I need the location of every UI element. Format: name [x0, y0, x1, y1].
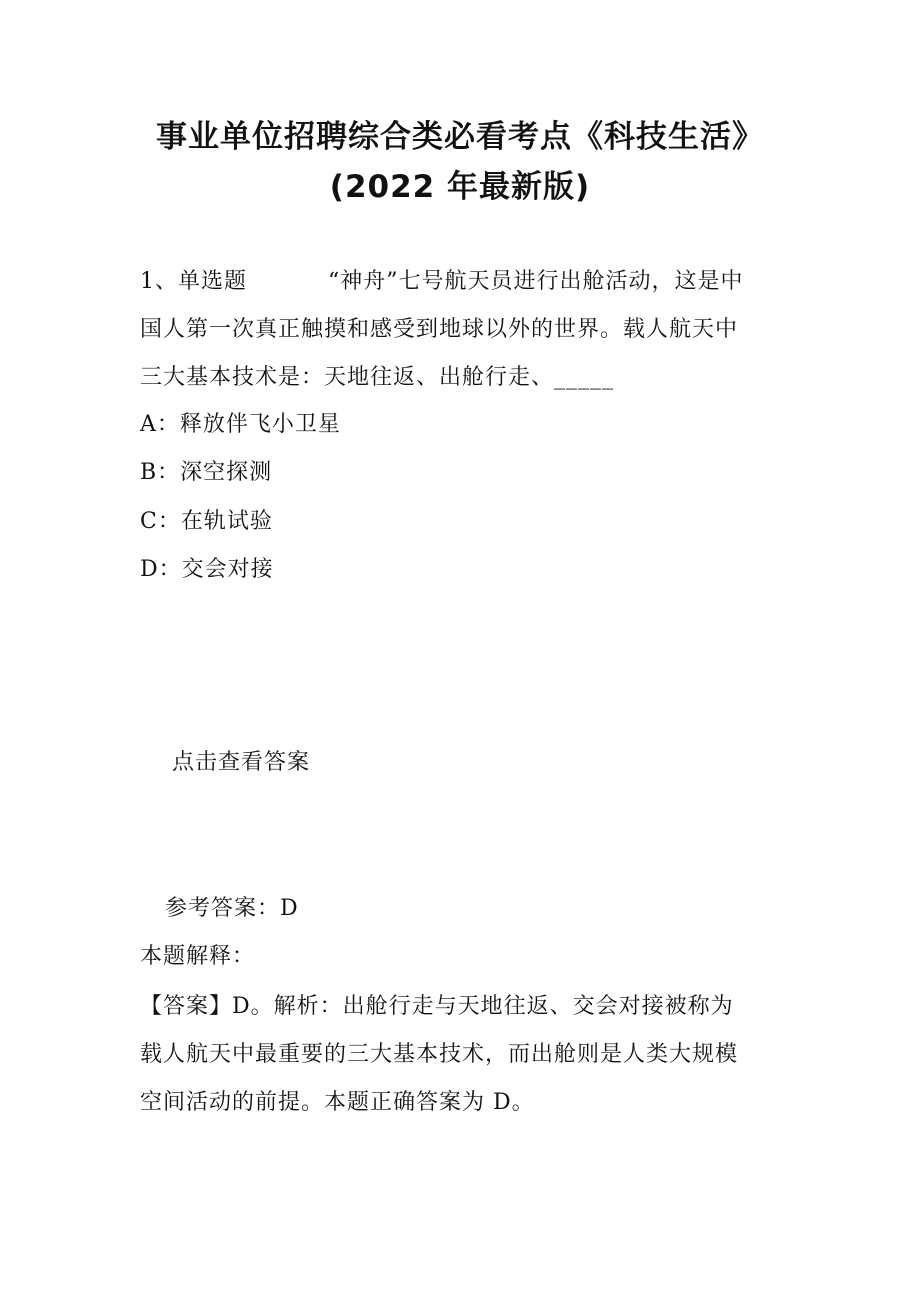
- option-label: D：: [140, 557, 182, 582]
- option-c: [140, 507, 273, 537]
- view-answer-link[interactable]: 点击查看答案: [172, 750, 311, 775]
- page-title-line-1: 事业单位招聘综合类必看考点《科技生活》: [156, 119, 764, 155]
- option-text: 释放伴飞小卫星: [179, 412, 341, 437]
- question-stem-line-3: 三大基本技术是：天地往返、出舱行走、_____: [140, 365, 615, 390]
- option-d: [140, 555, 274, 585]
- reference-answer: 参考答案：D: [165, 896, 299, 921]
- explanation-text: [140, 983, 800, 1127]
- option-label: A：: [140, 412, 180, 437]
- question-number: 1、: [140, 269, 178, 294]
- option-text: 交会对接: [181, 557, 274, 582]
- explanation-line-2: 载人航天中最重要的三大基本技术，而出舱则是人类大规模: [140, 1042, 739, 1067]
- option-label: C：: [140, 509, 181, 534]
- option-text: 深空探测: [180, 460, 273, 485]
- question-stem-line-2: 国人第一次真正触摸和感受到地球以外的世界。载人航天中: [140, 317, 739, 342]
- question-type: 单选题: [178, 269, 248, 294]
- explanation-line-3: 空间活动的前提。本题正确答案为 D。: [140, 1090, 535, 1115]
- question-stem-text-1: “神舟”七号航天员进行出舱活动，这是中: [328, 269, 744, 294]
- option-text: 在轨试验: [180, 509, 273, 534]
- question-stem: [140, 258, 790, 402]
- page-title: [0, 112, 920, 212]
- explanation-label: 本题解释：: [140, 944, 256, 969]
- question-stem-line-1: [140, 258, 790, 306]
- page-title-line-2: (2022 年最新版): [329, 169, 591, 205]
- option-a: [140, 410, 341, 440]
- explanation-line-1: 【答案】D。解析：出舱行走与天地往返、交会对接被称为: [140, 994, 734, 1019]
- option-b: [140, 458, 272, 488]
- option-label: B：: [140, 460, 181, 485]
